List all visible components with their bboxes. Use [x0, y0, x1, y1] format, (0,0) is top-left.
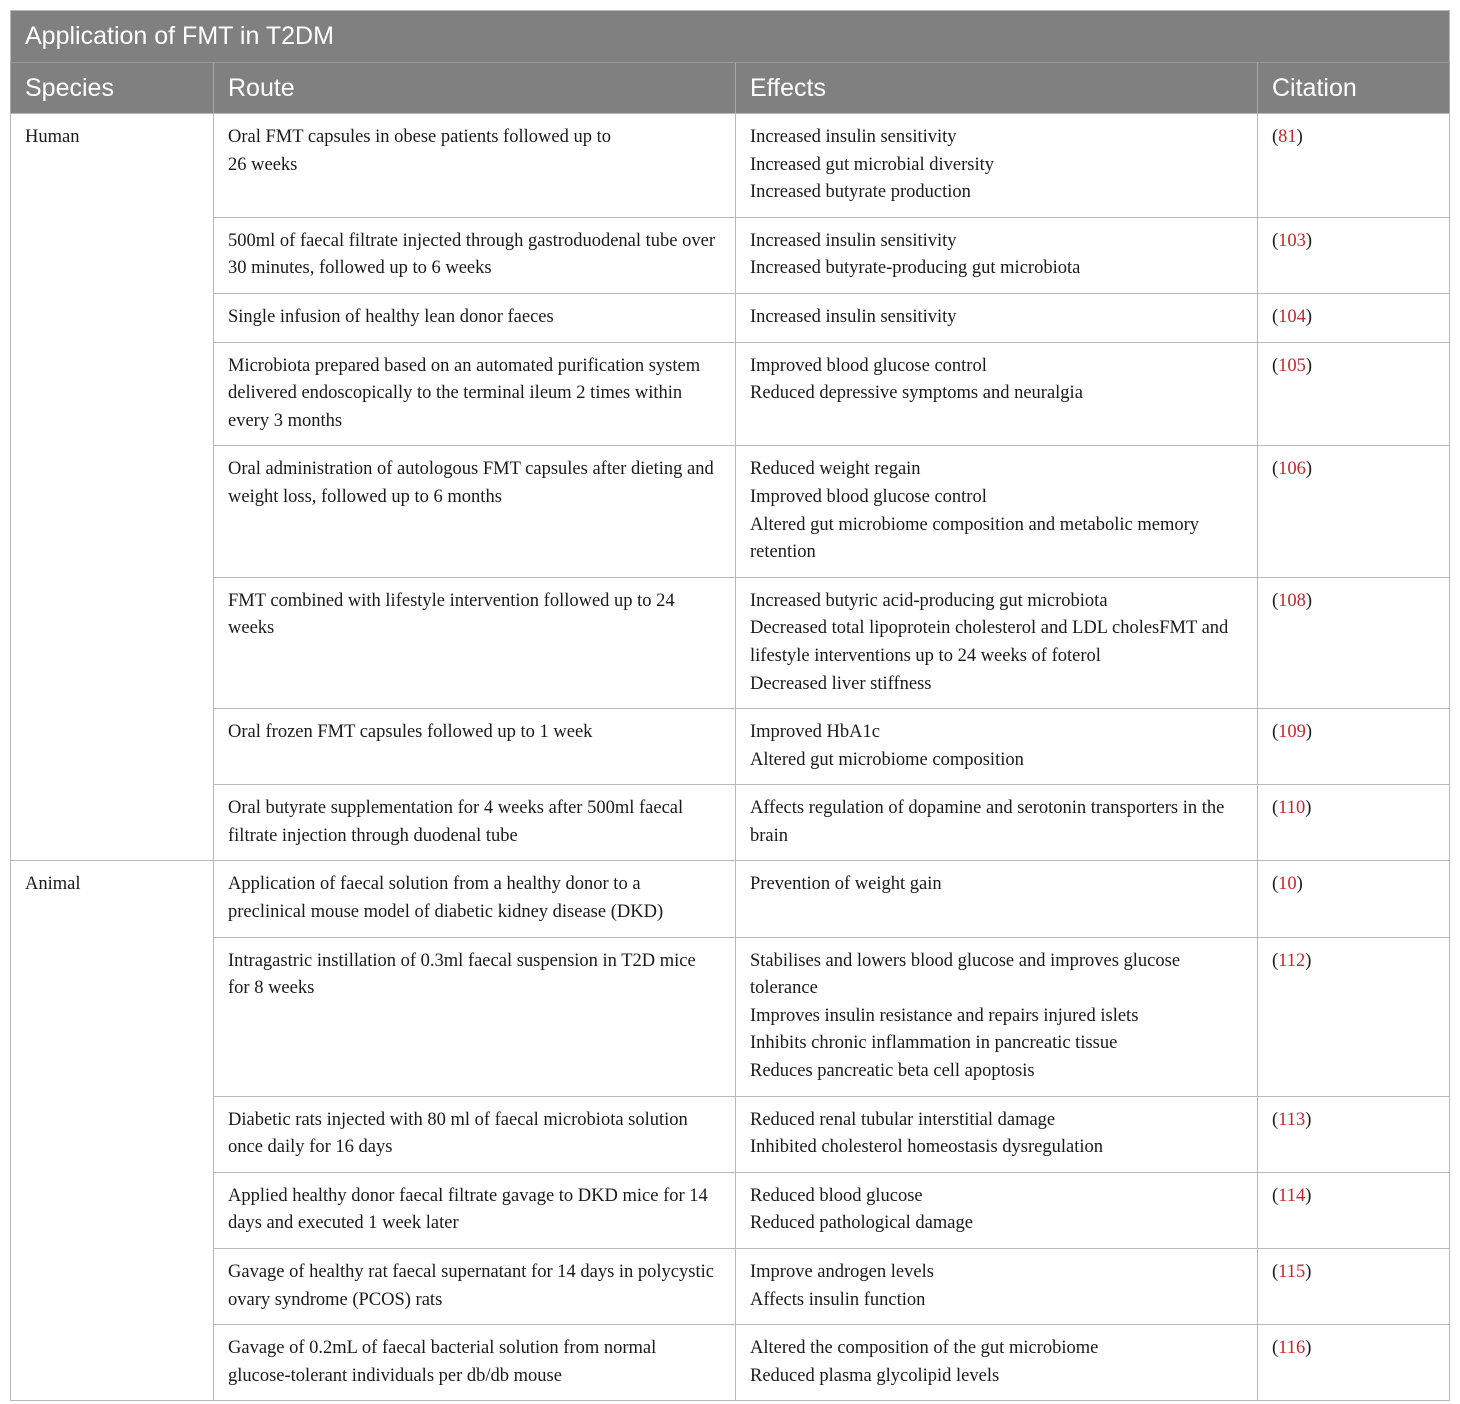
effects-cell: Improve androgen levels Affects insulin function: [736, 1249, 1258, 1325]
citation-link[interactable]: 10: [1278, 874, 1297, 895]
citation-cell: (113): [1258, 1096, 1450, 1172]
citation-cell: (10): [1258, 861, 1450, 937]
table-row: [11, 1172, 1450, 1248]
citation-cell: (110): [1258, 785, 1450, 861]
citation-link[interactable]: 104: [1278, 306, 1306, 327]
citation-link[interactable]: 103: [1278, 230, 1306, 251]
citation-link[interactable]: 105: [1278, 355, 1306, 376]
table-row: [11, 217, 1450, 293]
citation-link[interactable]: 108: [1278, 590, 1306, 611]
citation-link[interactable]: 112: [1278, 950, 1306, 971]
table-title-row: [11, 11, 1450, 63]
route-cell: Applied healthy donor faecal filtrate gavage to DKD mice for 14 days and executed 1 week later: [214, 1172, 736, 1248]
table-header-row: [11, 63, 1450, 114]
citation-cell: (114): [1258, 1172, 1450, 1248]
header-effects: Effects: [736, 63, 1258, 114]
effects-cell: Affects regulation of dopamine and serotonin transporters in the brain: [736, 785, 1258, 861]
effects-cell: Prevention of weight gain: [736, 861, 1258, 937]
table-row: [11, 785, 1450, 861]
header-citation: Citation: [1258, 63, 1450, 114]
effects-cell: Improved HbA1c Altered gut microbiome composition: [736, 709, 1258, 785]
table-row: [11, 1325, 1450, 1401]
route-cell: Single infusion of healthy lean donor faeces: [214, 293, 736, 342]
citation-cell: (116): [1258, 1325, 1450, 1401]
header-route: Route: [214, 63, 736, 114]
route-cell: FMT combined with lifestyle intervention followed up to 24 weeks: [214, 577, 736, 708]
citation-link[interactable]: 113: [1278, 1109, 1306, 1130]
species-cell: [11, 342, 214, 446]
species-cell: Animal: [11, 861, 214, 937]
header-species: Species: [11, 63, 214, 114]
citation-cell: (103): [1258, 217, 1450, 293]
route-cell: Oral butyrate supplementation for 4 weeks after 500ml faecal filtrate injection through duodenal tube: [214, 785, 736, 861]
citation-cell: (108): [1258, 577, 1450, 708]
species-cell: [11, 1249, 214, 1325]
citation-cell: (105): [1258, 342, 1450, 446]
species-cell: [11, 1325, 214, 1401]
effects-cell: Improved blood glucose control Reduced depressive symptoms and neuralgia: [736, 342, 1258, 446]
route-cell: 500ml of faecal filtrate injected through gastroduodenal tube over 30 minutes, followed up to 6 weeks: [214, 217, 736, 293]
route-cell: Diabetic rats injected with 80 ml of faecal microbiota solution once daily for 16 days: [214, 1096, 736, 1172]
species-cell: [11, 709, 214, 785]
citation-cell: (115): [1258, 1249, 1450, 1325]
fmt-table-container: [10, 10, 1449, 1401]
species-cell: [11, 293, 214, 342]
species-cell: [11, 446, 214, 577]
species-cell: [11, 1096, 214, 1172]
fmt-table: [10, 10, 1450, 1401]
route-cell: Intragastric instillation of 0.3ml faecal suspension in T2D mice for 8 weeks: [214, 937, 736, 1096]
table-row: [11, 861, 1450, 937]
table-row: [11, 709, 1450, 785]
table-row: [11, 342, 1450, 446]
citation-cell: (112): [1258, 937, 1450, 1096]
citation-cell: (81): [1258, 114, 1450, 218]
table-row: [11, 446, 1450, 577]
effects-cell: Increased insulin sensitivity Increased gut microbial diversity Increased butyrate production: [736, 114, 1258, 218]
table-row: [11, 293, 1450, 342]
citation-link[interactable]: 109: [1278, 722, 1306, 743]
citation-link[interactable]: 110: [1278, 798, 1306, 819]
effects-cell: Stabilises and lowers blood glucose and improves glucose tolerance Improves insulin resistance and repairs injured islets Inhibits chronic inflammation in pancreatic tissue Reduces pancreatic beta cell apoptosis: [736, 937, 1258, 1096]
route-cell: Oral FMT capsules in obese patients followed up to 26 weeks: [214, 114, 736, 218]
table-title: Application of FMT in T2DM: [11, 11, 1450, 63]
citation-link[interactable]: 81: [1278, 127, 1297, 147]
citation-cell: (104): [1258, 293, 1450, 342]
effects-cell: Altered the composition of the gut microbiome Reduced plasma glycolipid levels: [736, 1325, 1258, 1401]
citation-link[interactable]: 115: [1278, 1262, 1306, 1282]
citation-link[interactable]: 114: [1278, 1185, 1306, 1206]
species-cell: [11, 785, 214, 861]
citation-cell: (109): [1258, 709, 1450, 785]
effects-cell: Reduced weight regain Improved blood glucose control Altered gut microbiome composition and metabolic memory retention: [736, 446, 1258, 577]
species-cell: [11, 937, 214, 1096]
species-cell: Human: [11, 114, 214, 218]
effects-cell: Reduced blood glucose Reduced pathological damage: [736, 1172, 1258, 1248]
table-row: [11, 1096, 1450, 1172]
table-row: [11, 937, 1450, 1096]
effects-cell: Increased butyric acid-producing gut microbiota Decreased total lipoprotein cholesterol and LDL cholesFMT and lifestyle interventions up to 24 weeks of foterol Decreased liver stiffness: [736, 577, 1258, 708]
route-cell: Gavage of 0.2mL of faecal bacterial solution from normal glucose-tolerant individuals per db/db mouse: [214, 1325, 736, 1401]
table-row: [11, 577, 1450, 708]
citation-link[interactable]: 116: [1278, 1338, 1306, 1359]
table-row: [11, 114, 1450, 218]
route-cell: Application of faecal solution from a healthy donor to a preclinical mouse model of diabetic kidney disease (DKD): [214, 861, 736, 937]
effects-cell: Increased insulin sensitivity: [736, 293, 1258, 342]
route-cell: Microbiota prepared based on an automated purification system delivered endoscopically to the terminal ileum 2 times within every 3 months: [214, 342, 736, 446]
table-body: [11, 114, 1450, 1401]
route-cell: Gavage of healthy rat faecal supernatant for 14 days in polycystic ovary syndrome (PCOS) rats: [214, 1249, 736, 1325]
species-cell: [11, 217, 214, 293]
route-cell: Oral frozen FMT capsules followed up to 1 week: [214, 709, 736, 785]
effects-cell: Increased insulin sensitivity Increased butyrate-producing gut microbiota: [736, 217, 1258, 293]
citation-cell: (106): [1258, 446, 1450, 577]
species-cell: [11, 1172, 214, 1248]
effects-cell: Reduced renal tubular interstitial damage Inhibited cholesterol homeostasis dysregulation: [736, 1096, 1258, 1172]
species-cell: [11, 577, 214, 708]
table-row: [11, 1249, 1450, 1325]
citation-link[interactable]: 106: [1278, 459, 1306, 480]
route-cell: Oral administration of autologous FMT capsules after dieting and weight loss, followed up to 6 months: [214, 446, 736, 577]
